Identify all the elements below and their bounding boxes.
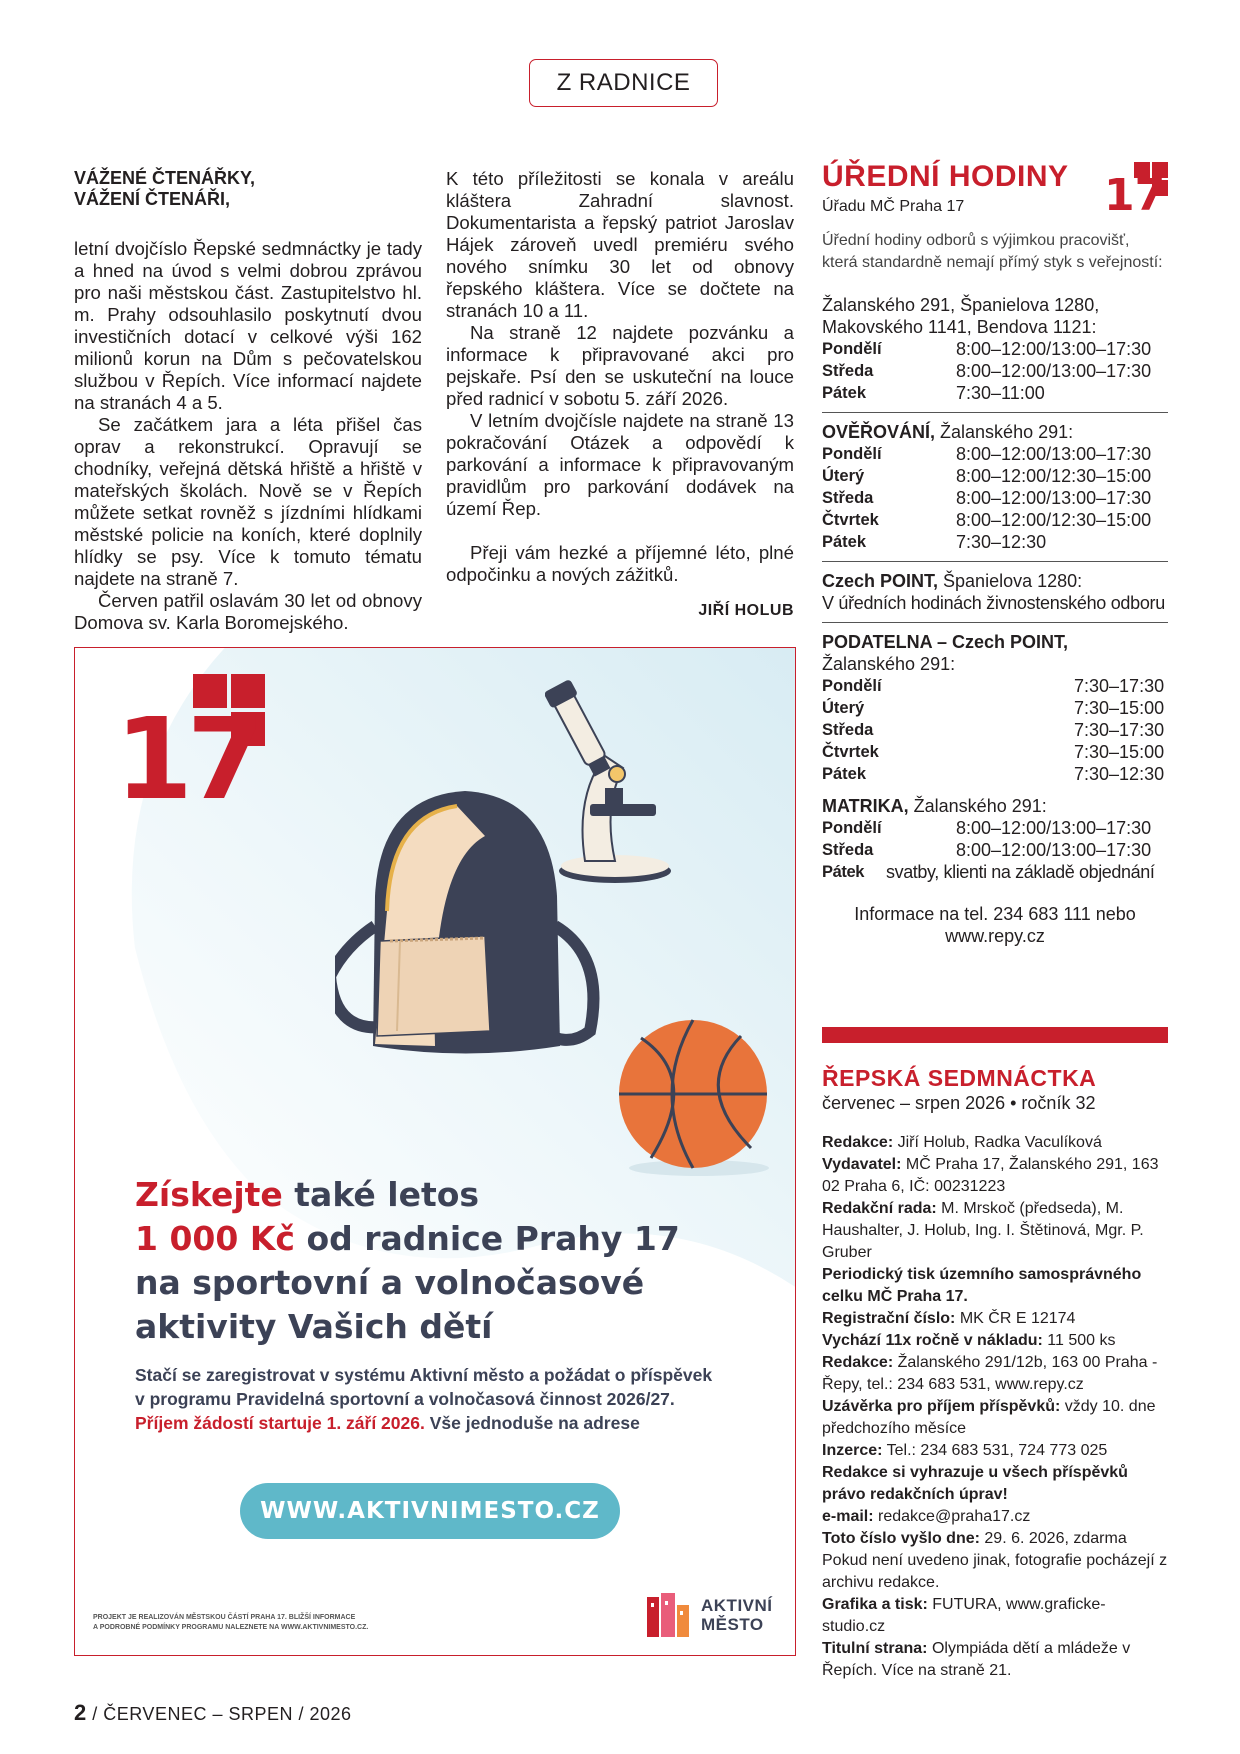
schedule-time: 8:00–12:00/13:00–17:30 (956, 339, 1152, 359)
schedule-day: Středa (822, 362, 874, 380)
schedule-time: 8:00–12:00/12:30–15:00 (956, 510, 1152, 530)
schedule-day: Čtvrtek (822, 743, 879, 761)
imprint-line (822, 1462, 1168, 1506)
imprint-label: Redakce: (822, 1134, 894, 1151)
imprint-line (822, 1308, 1168, 1330)
schedule-day: Středa (822, 489, 874, 507)
editorial-paragraph: Na straně 12 najdete pozvánku a informace k připravované akci pro pejskaře. Psí den se uskuteční na louce před radnicí v sobotu 5. září 2026. (446, 322, 794, 409)
imprint-label: Redakce si vyhrazuje u všech příspěvků právo redakčních úprav! (822, 1464, 1128, 1503)
block2-title: OVĚŘOVÁNÍ, (822, 422, 936, 442)
imprint-value: Žalanského 291/12b, 163 00 Praha - Řepy, tel.: 234 683 531, www.repy.cz (822, 1354, 1158, 1393)
poster-body: Stačí se zaregistrovat v systému Aktivní město a požádat o příspěvek v programu Pravidelná sportovní a volnočasová činnost 2026/27. Příjem žádostí startuje 1. září 2026. Vše jednoduše na adrese (135, 1365, 713, 1433)
magazine-imprint (822, 1064, 1168, 1682)
praha17-logo-icon (1104, 162, 1168, 212)
divider (822, 622, 1168, 623)
block4-address: Žalanského 291: (822, 654, 956, 674)
block5-title: MATRIKA, (822, 796, 909, 816)
imprint-label: e-mail: (822, 1508, 874, 1525)
divider (822, 412, 1168, 413)
headline-line-3: na sportovní a volnočasové (135, 1263, 645, 1302)
poster-fineprint: PROJEKT JE REALIZOVÁN MĚSTSKOU ČÁSTÍ PRAHA 17. BLIŽŠÍ INFORMACE A PODROBNÉ PODMÍNKY PROGRAMU NALEZNETE NA WWW.AKTIVNIMESTO.CZ. (93, 1614, 369, 1631)
schedule-time: 8:00–12:00/13:00–17:30 (956, 444, 1152, 464)
office-hours-title: ÚŘEDNÍ HODINY (822, 160, 1069, 193)
imprint-value: MČ Praha 17, Žalanského 291, 163 02 Praha 6, IČ: 00231223 (822, 1156, 1159, 1195)
schedule-time: 7:30–12:30 (956, 532, 1047, 552)
block4-title: PODATELNA – Czech POINT, (822, 632, 1069, 652)
imprint-label: Titulní strana: (822, 1640, 928, 1657)
schedule-day: Pondělí (822, 340, 882, 358)
imprint-label: Periodický tisk územního samosprávného celku MČ Praha 17. (822, 1266, 1142, 1305)
salutation-line-2: VÁŽENÍ ČTENÁŘI, (74, 189, 231, 209)
schedule-day: Pátek (822, 384, 867, 402)
block1-address: Žalanského 291, Španielova 1280, Makovského 1141, Bendova 1121: (822, 295, 1100, 337)
schedule-day: Pátek (822, 863, 865, 881)
imprint-line (822, 1440, 1168, 1462)
praha17-logo-icon (115, 674, 285, 804)
editorial-column-1 (74, 168, 422, 634)
editorial-paragraph: Červen patřil oslavám 30 let od obnovy Domova sv. Karla Boromejského. (74, 590, 422, 633)
editorial-paragraph: K této příležitosti se konala v areálu kláštera Zahradní slavnost. Dokumentarista a řepský patriot Jaroslav Hájek zároveň uvedl premiéru svého nového snímku 30 let od obnovy řepského kláštera. Více se dočtete na stranách 10 a 11. (446, 168, 794, 321)
divider (822, 561, 1168, 562)
schedule-day: Pátek (822, 533, 867, 551)
red-divider-bar (822, 1027, 1168, 1043)
imprint-label: Redakce: (822, 1354, 894, 1371)
basketball-icon (611, 1018, 781, 1178)
imprint-line (822, 1330, 1168, 1352)
imprint-value: 11 500 ks (1042, 1332, 1116, 1349)
imprint-line (822, 1528, 1168, 1550)
headline-line-1: Získejte také letos (135, 1175, 480, 1214)
schedule-time: 7:30–15:00 (1074, 698, 1165, 718)
schedule-day: Pondělí (822, 677, 882, 695)
imprint-label: Redakční rada: (822, 1200, 937, 1217)
page-footer (74, 1700, 352, 1726)
imprint-value: FUTURA, www.graficke-studio.cz (822, 1596, 1106, 1635)
aktivni-mesto-logo-text: AKTIVNÍ MĚSTO (701, 1596, 773, 1634)
poster-logo-text: 17 (115, 695, 259, 804)
imprint-line (822, 1396, 1168, 1440)
imprint-value: 29. 6. 2026, zdarma (979, 1530, 1127, 1547)
schedule-time: 7:30–12:30 (1074, 764, 1165, 784)
headline-line-2: 1 000 Kč od radnice Prahy 17 (135, 1219, 680, 1258)
schedule-time: 7:30–15:00 (1074, 742, 1165, 762)
block3-address: Španielova 1280: (938, 571, 1083, 591)
imprint-line (822, 1132, 1168, 1154)
schedule-day: Pondělí (822, 819, 882, 837)
editorial-paragraph: letní dvojčíslo Řepské sedmnáctky je tady a hned na úvod s velmi dobrou zprávou pro naši městskou část. Zastupitelstvo hl. m. Prahy odsouhlasilo poskytnutí dvou investičních dotací v celkové výši 162 milionů korun na Dům s pečovatelskou službou v Řepích. Více informací najdete na stranách 4 a 5. (74, 238, 422, 413)
aktivnimesto-link-button[interactable]: WWW.AKTIVNIMESTO.CZ (240, 1483, 620, 1539)
schedule-day: Středa (822, 841, 874, 859)
schedule-time: 8:00–12:00/12:30–15:00 (956, 466, 1152, 486)
imprint-label: Inzerce: (822, 1442, 883, 1459)
office-hours-subtitle: Úřadu MČ Praha 17 (822, 198, 965, 215)
imprint-value: Olympiáda dětí a mládeže v Řepích. Více na straně 21. (822, 1640, 1131, 1679)
schedule-day: Úterý (822, 467, 865, 485)
editorial-signature: JIŘÍ HOLUB (698, 602, 794, 619)
imprint-label: Grafika a tisk: (822, 1596, 928, 1613)
imprint-value: MK ČR E 12174 (955, 1310, 1076, 1327)
imprint-line (822, 1198, 1168, 1264)
imprint-label: Uzávěrka pro příjem příspěvků: (822, 1398, 1061, 1415)
imprint-value: M. Mrskoč (předseda), M. Haushalter, J. Holub, Ing. I. Štětinová, Mgr. P. Gruber (822, 1200, 1144, 1261)
page-number: 2 (74, 1700, 87, 1725)
section-tag: Z RADNICE (529, 59, 718, 107)
schedule-day: Čtvrtek (822, 511, 879, 529)
imprint-value: redakce@praha17.cz (873, 1508, 1031, 1525)
schedule-time: 7:30–17:30 (1074, 676, 1165, 696)
block1-schedule (822, 338, 1168, 404)
salutation-line-1: VÁŽENÉ ČTENÁŘKY, (74, 168, 256, 188)
imprint-line (822, 1352, 1168, 1396)
schedule-time: 7:30–11:00 (956, 383, 1045, 403)
imprint-label: Vychází 11x ročně v nákladu: (822, 1332, 1043, 1349)
schedule-day: Pondělí (822, 445, 882, 463)
imprint-label: Toto číslo vyšlo dne: (822, 1530, 980, 1547)
schedule-day: Pátek (822, 765, 867, 783)
praha17-logo-text: 17 (1104, 170, 1166, 212)
block5-address: Žalanského 291: (908, 796, 1047, 816)
imprint-value: Pokud není uvedeno jinak, fotografie pocházejí z archivu redakce. (822, 1552, 1168, 1591)
imprint-label: Vydavatel: (822, 1156, 902, 1173)
block5-schedule (822, 817, 1168, 883)
magazine-subtitle: červenec – srpen 2026 • ročník 32 (822, 1093, 1096, 1113)
schedule-time: 8:00–12:00/13:00–17:30 (956, 818, 1152, 838)
block2-address: Žalanského 291: (935, 422, 1074, 442)
imprint-line (822, 1264, 1168, 1308)
schedule-time: svatby, klienti na základě objednání (886, 862, 1155, 882)
block2-schedule (822, 443, 1168, 553)
block3-note: V úředních hodinách živnostenského odboru (822, 593, 1165, 613)
imprint-value: Tel.: 234 683 531, 724 773 025 (882, 1442, 1108, 1459)
imprint-value: vždy 10. dne předchozího měsíce (822, 1398, 1156, 1437)
office-hours-intro: Úřední hodiny odborů s výjimkou pracovišť, která standardně nemají přímý styk s veřejností: (822, 232, 1163, 271)
contact-line-2: www.repy.cz (945, 926, 1045, 946)
schedule-time: 7:30–17:30 (1074, 720, 1165, 740)
schedule-time: 8:00–12:00/13:00–17:30 (956, 361, 1152, 381)
office-hours-panel (822, 160, 1168, 947)
imprint-line (822, 1154, 1168, 1198)
editorial-paragraph: Se začátkem jara a léta přišel čas oprav a rekonstrukcí. Opravují se chodníky, veřejná dětská hřiště a hřiště v mateřských školách. Nově se v Řepích můžete setkat rovněž s jízdními hlídkami městské policie na koních, které doplnily hlídky se psy. Více k tomuto tématu najdete na straně 7. (74, 414, 422, 589)
imprint-line (822, 1550, 1168, 1594)
schedule-day: Středa (822, 721, 874, 739)
schedule-time: 8:00–12:00/13:00–17:30 (956, 488, 1152, 508)
block4-schedule (822, 675, 1168, 785)
headline-line-4: aktivity Vašich dětí (135, 1307, 493, 1346)
imprint-line (822, 1594, 1168, 1638)
issue-label: / ČERVENEC – SRPEN / 2026 (86, 1704, 352, 1724)
editorial-column-2 (446, 168, 794, 622)
editorial-paragraph: V letním dvojčísle najdete na straně 13 pokračování Otázek a odpovědí k parkování a informace k připravovaným pravidlům pro parkování dodávek na území Řep. (446, 410, 794, 519)
schedule-day: Úterý (822, 699, 865, 717)
imprint-line (822, 1506, 1168, 1528)
editorial-salutation (74, 168, 422, 210)
backpack-icon (335, 776, 605, 1076)
poster-headline (135, 1173, 680, 1349)
imprint-label: Registrační číslo: (822, 1310, 956, 1327)
contact-line-1: Informace na tel. 234 683 111 nebo (854, 904, 1136, 924)
imprint-line (822, 1638, 1168, 1682)
aktivni-mesto-poster (74, 647, 796, 1656)
magazine-title: ŘEPSKÁ SEDMNÁCTKA (822, 1065, 1097, 1091)
imprint-value: Jiří Holub, Radka Vaculíková (893, 1134, 1102, 1151)
schedule-time: 8:00–12:00/13:00–17:30 (956, 840, 1152, 860)
block3-title: Czech POINT, (822, 571, 939, 591)
editorial-paragraph: Přeji vám hezké a příjemné léto, plné odpočinku a nových zážitků. (446, 542, 794, 585)
